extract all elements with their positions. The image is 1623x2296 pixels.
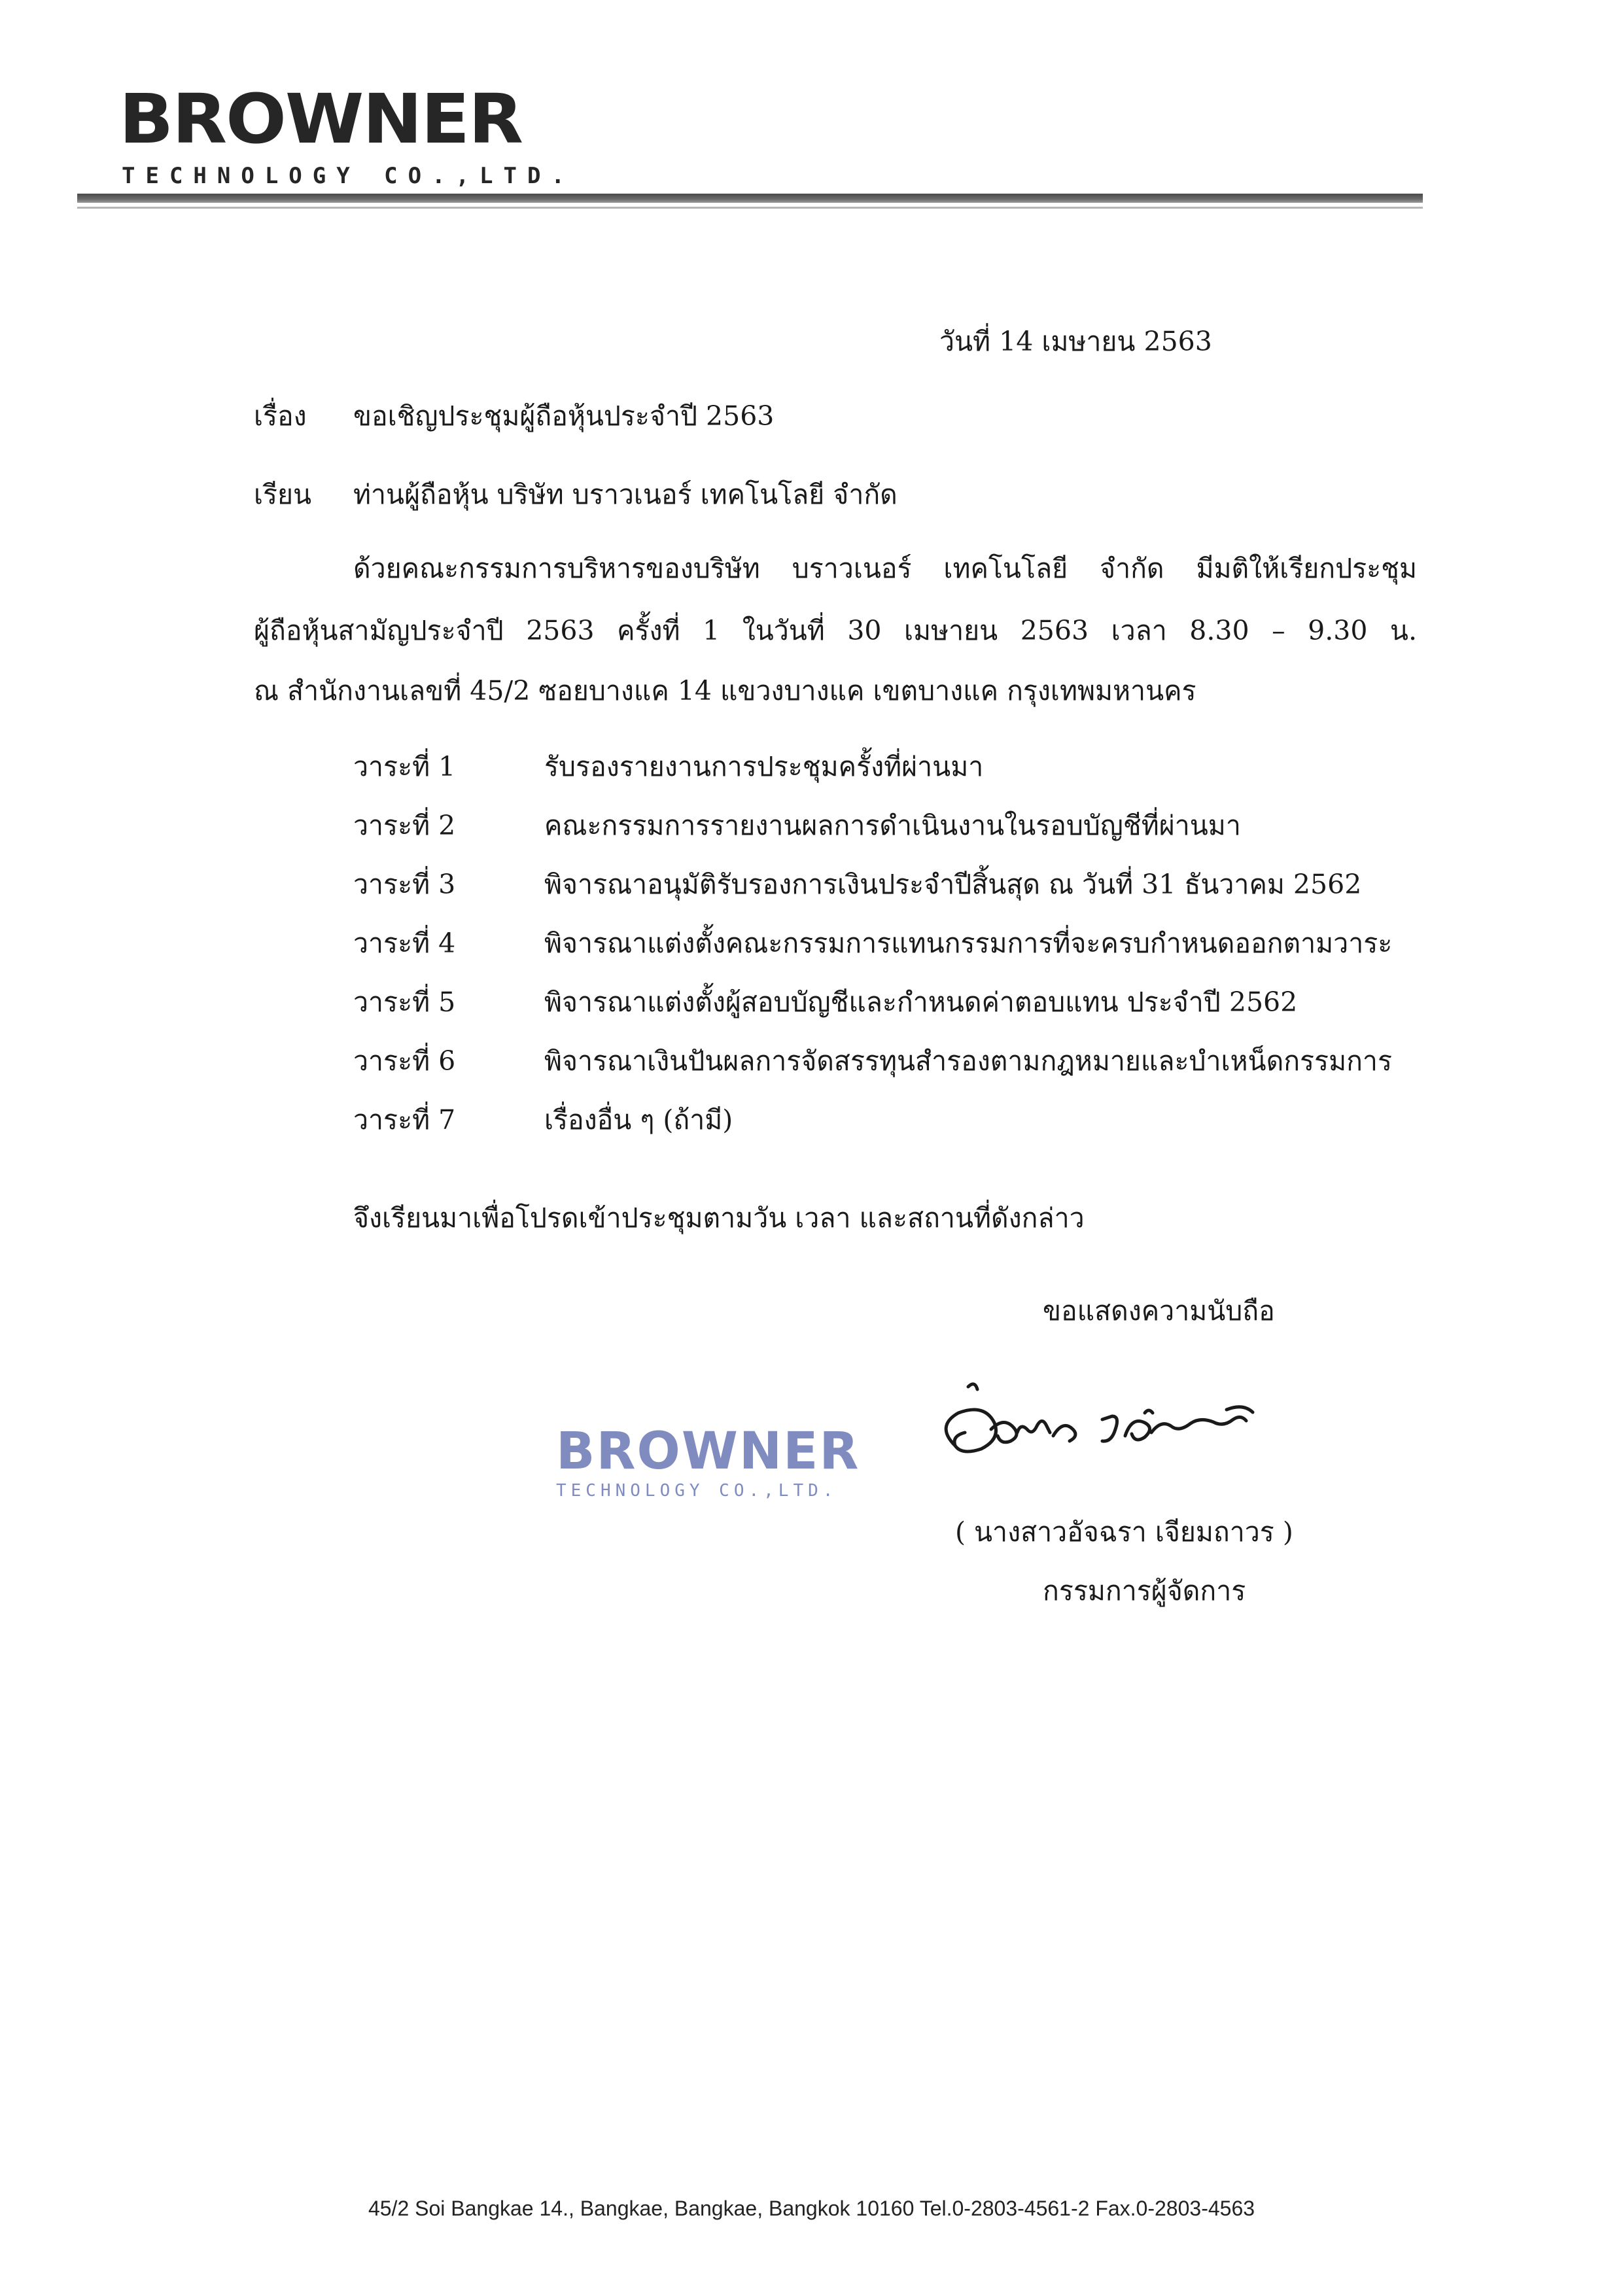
signer-name: ( นางสาวอัจฉรา เจียมถาวร ) [955,1516,1293,1548]
signer-title: กรรมการผู้จัดการ [1043,1575,1246,1607]
company-stamp [556,1422,860,1501]
letterhead-rule-shadow [77,207,1423,209]
agenda-label-7: วาระที่ 7 [353,1104,456,1136]
company-logo: BROWNER [119,79,522,159]
company-logo-subtitle: TECHNOLOGY CO.,LTD. [122,163,575,189]
footer-address: 45/2 Soi Bangkae 14., Bangkae, Bangkae, Bangkok 10160 Tel.0-2803-4561-2 Fax.0-2803-4563 [368,2197,1255,2220]
agenda-label-6: วาระที่ 6 [353,1045,456,1077]
subject-text: ขอเชิญประชุมผู้ถือหุ้นประจำปี 2563 [353,400,775,432]
subject-label: เรื่อง [254,400,307,432]
closing-line: จึงเรียนมาเพื่อโปรดเข้าประชุมตามวัน เวลา และสถานที่ดังกล่าว [353,1202,1085,1234]
agenda-text-1: รับรองรายงานการประชุมครั้งที่ผ่านมา [544,751,984,782]
agenda-text-4: พิจารณาแต่งตั้งคณะกรรมการแทนกรรมการที่จะครบกำหนดออกตามวาระ [544,928,1393,959]
agenda-label-5: วาระที่ 5 [353,986,456,1018]
recipient-label: เรียน [254,479,312,510]
agenda-text-6: พิจารณาเงินปันผลการจัดสรรทุนสำรองตามกฎหมายและบำเหน็ดกรรมการ [544,1045,1392,1077]
agenda-text-3: พิจารณาอนุมัติรับรองการเงินประจำปีสิ้นสุด ณ วันที่ 31 ธันวาคม 2562 [544,869,1362,900]
agenda-text-5: พิจารณาแต่งตั้งผู้สอบบัญชีและกำหนดค่าตอบแทน ประจำปี 2562 [544,986,1298,1018]
agenda-label-1: วาระที่ 1 [353,751,456,782]
agenda-label-2: วาระที่ 2 [353,810,456,841]
recipient-text: ท่านผู้ถือหุ้น บริษัท บราวเนอร์ เทคโนโลยี จำกัด [353,479,898,510]
letter-date: วันที่ 14 เมษายน 2563 [939,326,1212,357]
stamp-company: BROWNER [556,1422,860,1481]
stamp-company-subtitle: TECHNOLOGY CO.,LTD. [556,1481,838,1501]
regards-line: ขอแสดงความนับถือ [1043,1295,1275,1327]
body-line-1: ด้วยคณะกรรมการบริหารของบริษัท บราวเนอร์ เทคโนโลยี จำกัด มีมติให้เรียกประชุม [353,553,1417,584]
agenda-text-7: เรื่องอื่น ๆ (ถ้ามี) [544,1104,733,1136]
handwritten-signature [929,1374,1335,1485]
body-line-2: ผู้ถือหุ้นสามัญประจำปี 2563 ครั้งที่ 1 ในวันที่ 30 เมษายน 2563 เวลา 8.30 – 9.30 น. [254,615,1417,646]
agenda-text-2: คณะกรรมการรายงานผลการดำเนินงานในรอบบัญชีที่ผ่านมา [544,810,1241,841]
agenda-label-4: วาระที่ 4 [353,928,456,959]
agenda-label-3: วาระที่ 3 [353,869,456,900]
body-line-3: ณ สำนักงานเลขที่ 45/2 ซอยบางแค 14 แขวงบางแค เขตบางแค กรุงเทพมหานคร [254,675,1196,706]
letterhead-rule [77,194,1423,203]
